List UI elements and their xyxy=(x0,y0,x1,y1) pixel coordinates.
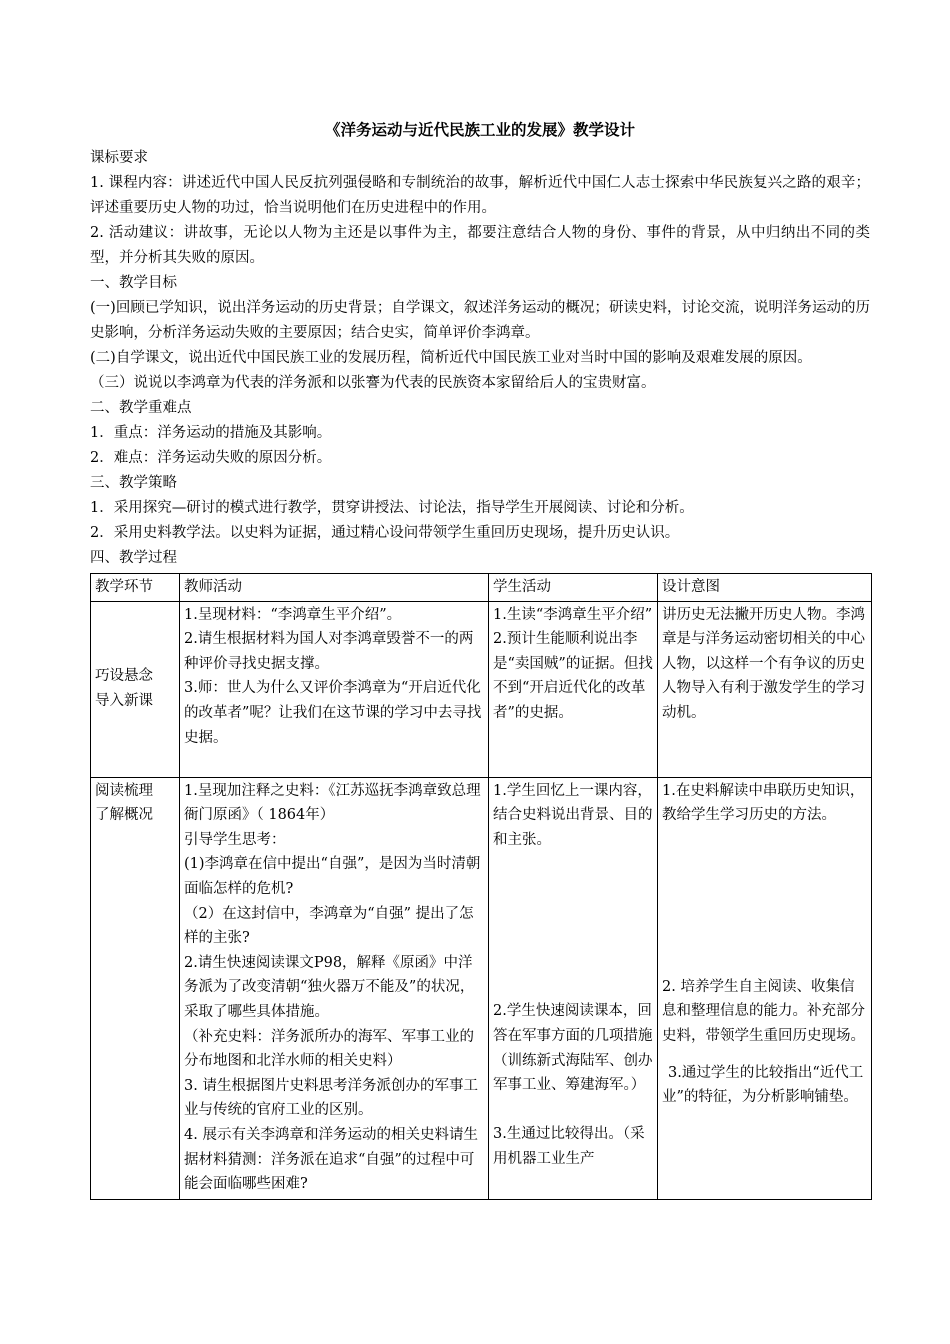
intent-item: 讲历史无法撇开历史人物。李鸿章是与洋务运动密切相关的中心人物，以这样一个有争议的历史人物导入有利于激发学生的学习动机。 xyxy=(662,606,865,721)
section-curriculum-heading: 课标要求 xyxy=(90,150,148,166)
intent-item: 1.在史料解读中串联历史知识，教给学生学习历史的方法。 xyxy=(662,782,865,824)
header-stage: 教学环节 xyxy=(91,574,180,602)
teacher-cell xyxy=(180,601,489,777)
teacher-item: 3.师：世人为什么又评价李鸿章为“开启近代化的改革者”呢？让我们在这节课的学习中去寻找史据。 xyxy=(184,680,482,746)
teacher-item: （2）在这封信中，李鸿章为“自强” 提出了怎样的主张? xyxy=(184,905,474,947)
intent-cell xyxy=(658,777,872,1199)
teacher-item: (1)李鸿章在信中提出“自强”，是因为当时清朝面临怎样的危机? xyxy=(184,856,481,897)
teacher-item: 2.请生根据材料为国人对李鸿章毁誉不一的两种评价寻找史据支撑。 xyxy=(184,631,474,672)
goal-1: (一)回顾已学知识，说出洋务运动的历史背景；自学课文，叙述洋务运动的概况；研读史料，讨论交流，说明洋务运动的历史影响，分析洋务运动失败的主要原因；结合史实，简单评价李鸿章。 xyxy=(90,300,870,341)
teacher-item: 引导学生思考： xyxy=(184,831,286,848)
student-cell xyxy=(489,777,658,1199)
section-process-heading: 四、教学过程 xyxy=(90,550,177,566)
keypoint-difficulty: 2．难点：洋务运动失败的原因分析。 xyxy=(90,450,332,466)
stage-cell xyxy=(91,601,180,777)
strategy-1: 1．采用探究—研讨的模式进行教学，贯穿讲授法、讨论法，指导学生开展阅读、讨论和分析。 xyxy=(90,500,694,516)
teacher-item: 3. 请生根据图片史料思考洋务派创办的军事工业与传统的官府工业的区别。 xyxy=(184,1077,478,1119)
student-item: 2.学生快速阅读课本，回答在军事方面的几项措施（训练新式海陆军、创办军事工业、筹建海军。） xyxy=(493,1003,653,1094)
table-row xyxy=(91,601,872,777)
stage-line: 阅读梳理 xyxy=(95,782,153,799)
spacer xyxy=(493,1098,653,1123)
teacher-item: 4. 展示有关李鸿章和洋务运动的相关史料请生据材料猜测：洋务派在追求“自强”的过程中可能会面临哪些困难? xyxy=(184,1126,478,1193)
section-strategy-heading: 三、教学策略 xyxy=(90,475,177,491)
teaching-process-table xyxy=(90,573,872,1200)
activity-suggestion: 2. 活动建议：讲故事，无论以人物为主还是以事件为主，都要注意结合人物的身份、事件的背景，从中归纳出不同的类型，并分析其失败的原因。 xyxy=(90,225,870,266)
header-student: 学生活动 xyxy=(489,574,658,602)
student-cell xyxy=(489,601,658,777)
spacer xyxy=(662,828,867,975)
intent-cell xyxy=(658,601,872,777)
goal-2: (二)自学课文，说出近代中国民族工业的发展历程，简析近代中国民族工业对当时中国的影响及艰难发展的原因。 xyxy=(90,350,812,366)
header-teacher: 教师活动 xyxy=(180,574,489,602)
intent-item: 2. 培养学生自主阅读、收集信息和整理信息的能力。补充部分史料，带领学生重回历史现场。 xyxy=(662,978,865,1044)
stage-line: 巧设悬念 xyxy=(95,668,153,684)
document-page xyxy=(90,118,870,1200)
teacher-cell xyxy=(180,777,489,1199)
teacher-item: 1.呈现加注释之史料：《江苏巡抚李鸿章致总理衙门原函》（ 1864年） xyxy=(184,782,481,824)
curriculum-content: 1. 课程内容：讲述近代中国人民反抗列强侵略和专制统治的故事，解析近代中国仁人志士探索中华民族复兴之路的艰辛；评述重要历史人物的功过，恰当说明他们在历史进程中的作用。 xyxy=(90,175,870,216)
stage-cell xyxy=(91,777,180,1199)
header-intent: 设计意图 xyxy=(658,574,872,602)
student-item: 2.预计生能顺利说出李是“卖国贼”的证据。但找不到“开启近代化的改革者”的史据。 xyxy=(493,631,653,721)
spacer xyxy=(493,852,653,999)
teacher-item: 2.请生快速阅读课文P98，解释《原函》中洋务派为了改变清朝“独火器万不能及”的状况，采取了哪些具体措施。 xyxy=(184,954,475,1020)
table-row xyxy=(91,777,872,1199)
table-header-row xyxy=(91,574,872,602)
goal-3: （三）说说以李鸿章为代表的洋务派和以张謇为代表的民族资本家留给后人的宝贵财富。 xyxy=(90,375,656,391)
teacher-item: 1.呈现材料：“李鸿章生平介绍”。 xyxy=(184,606,402,623)
document-title: 《洋务运动与近代民族工业的发展》教学设计 xyxy=(324,120,635,139)
student-item: 1.学生回忆上一课内容，结合史料说出背景、目的和主张。 xyxy=(493,782,653,848)
stage-line: 导入新课 xyxy=(95,692,153,709)
strategy-2: 2．采用史料教学法。以史料为证据，通过精心设问带领学生重回历史现场，提升历史认识。 xyxy=(90,525,680,541)
intent-item: 3.通过学生的比较指出“近代工业”的特征，为分析影响铺垫。 xyxy=(662,1064,864,1106)
student-item: 3.生通过比较得出。（采用机器工业生产 xyxy=(493,1126,645,1167)
student-item: 1.生读“李鸿章生平介绍” xyxy=(493,606,653,623)
stage-line: 了解概况 xyxy=(95,807,153,824)
section-goals-heading: 一、教学目标 xyxy=(90,275,177,291)
section-keypoints-heading: 二、教学重难点 xyxy=(90,400,192,416)
keypoint-focus: 1．重点：洋务运动的措施及其影响。 xyxy=(90,425,332,441)
spacer xyxy=(662,1049,867,1061)
teacher-item: （补充史料：洋务派所办的海军、军事工业的分布地图和北洋水师的相关史料） xyxy=(184,1028,474,1070)
